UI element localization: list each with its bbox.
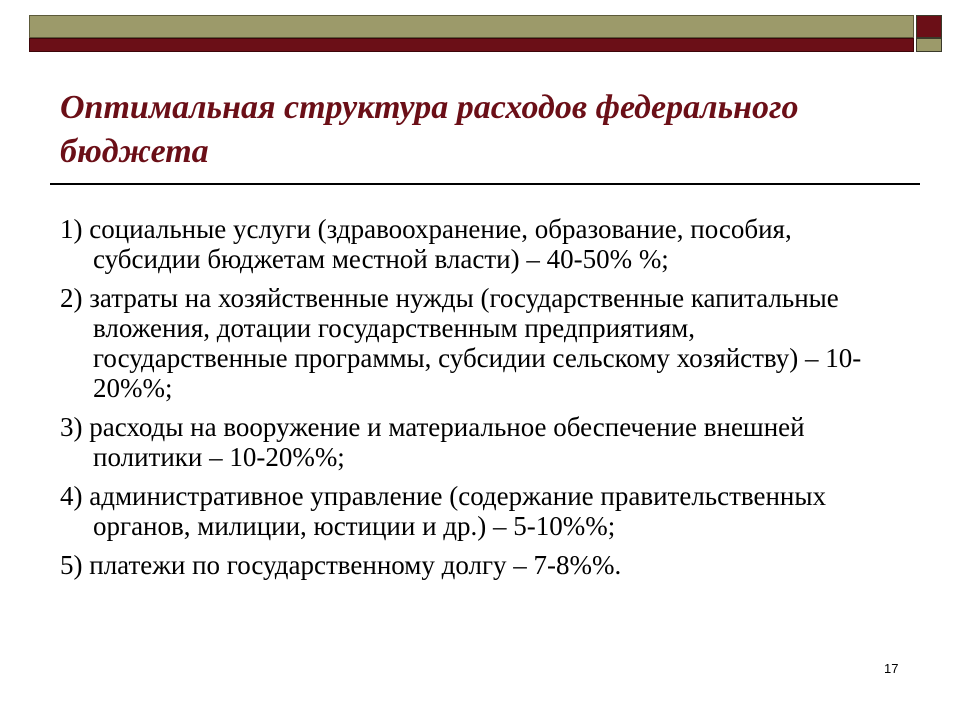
list-item: 3) расходы на вооружение и материальное обеспечение внешней политики – 10-20%%;: [60, 412, 805, 472]
header-square-olive: [916, 38, 942, 52]
header-band-olive: [29, 15, 914, 38]
slide-title-line2: бюджета: [60, 133, 209, 170]
title-divider: [50, 183, 920, 185]
header-band-maroon: [29, 38, 914, 52]
page-number: 17: [884, 661, 899, 676]
slide-title-line1: Оптимальная структура расходов федерального: [60, 89, 799, 126]
list-item: 2) затраты на хозяйственные нужды (государственные капитальные вложения, дотации государственным предприятиям, государственные программы, субсидии сельскому хозяйству) – 10-20%%;: [60, 283, 862, 403]
slide-title: [60, 86, 920, 174]
header-square-maroon: [916, 15, 942, 38]
list-item: 5) платежи по государственному долгу – 7-8%%.: [60, 550, 622, 580]
list-item: 1) социальные услуги (здравоохранение, образование, пособия, субсидии бюджетам местной власти) – 40-50% %;: [60, 214, 792, 274]
expense-structure-list: [60, 214, 890, 589]
list-item: 4) административное управление (содержание правительственных органов, милиции, юстиции и др.) – 5-10%%;: [60, 481, 827, 541]
